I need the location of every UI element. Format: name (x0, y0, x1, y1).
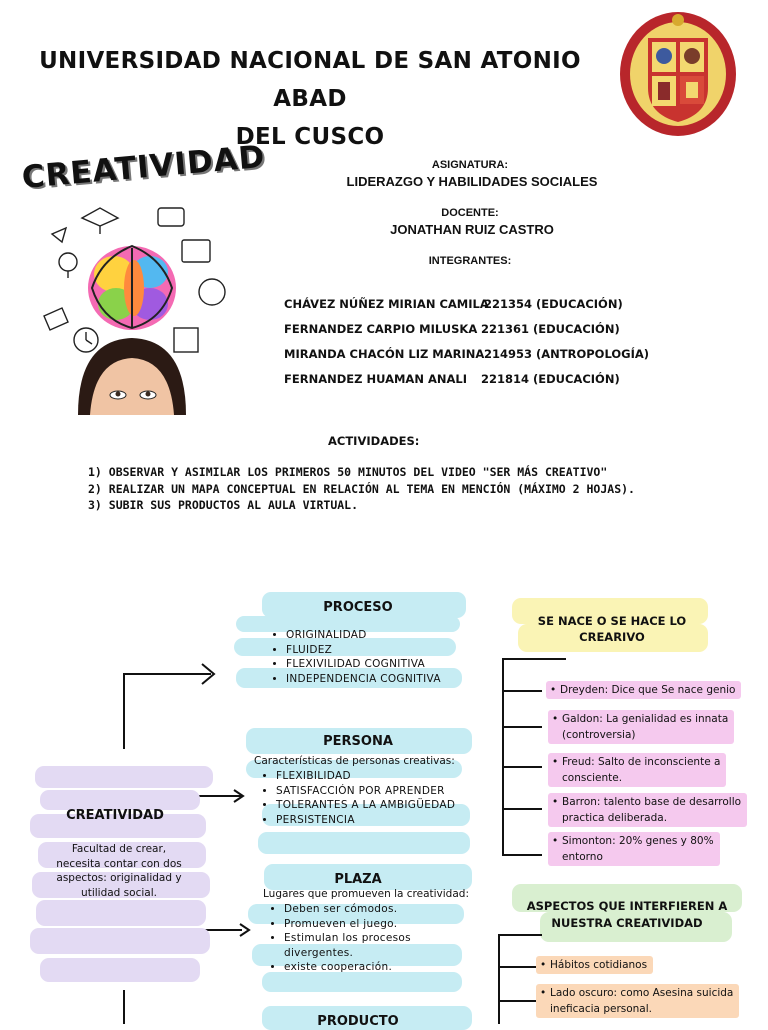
bracket-line (502, 690, 542, 692)
producto-title: PRODUCTO (317, 1014, 399, 1029)
plaza-intro: Lugares que promueven la creatividad: (263, 888, 469, 900)
arrow-head-icon (200, 662, 218, 691)
nace-item-line: consciente. (562, 772, 623, 784)
proceso-list (266, 628, 441, 686)
list-item: • INDEPENDENCIA COGNITIVA (286, 672, 441, 687)
member-code: 221354 (484, 297, 533, 311)
proceso-title: PROCESO (323, 600, 393, 615)
nace-item-line: (controversia) (562, 729, 636, 741)
list-item: • existe cooperación. (284, 960, 454, 975)
nace-item (548, 832, 720, 866)
connector-line (123, 673, 125, 749)
list-item: • SATISFACCIÓN POR APRENDER (276, 784, 455, 799)
member-name: FERNANDEZ HUAMAN ANALI (284, 372, 467, 386)
list-item: • FLUIDEZ (286, 643, 441, 658)
connector-line (123, 990, 125, 1024)
list-item: • TOLERANTES A LA AMBIGÜEDAD (276, 798, 455, 813)
nace-title-line1: SE NACE O SE HACE LO (537, 614, 687, 628)
arrow-head-icon (238, 922, 252, 943)
brush-stroke (40, 958, 200, 982)
nace-item-line: • Dreyden: Dice que Se nace genio (560, 684, 736, 696)
nace-item-line: • Galdon: La genialidad es innata (562, 713, 729, 725)
nace-item (548, 753, 726, 787)
bracket-line (498, 1000, 538, 1002)
member-career: (ANTROPOLOGÍA) (536, 347, 650, 361)
member-name: MIRANDA CHACÓN LIZ MARINA (284, 347, 485, 361)
nace-title-line2: CREARIVO (579, 630, 645, 644)
arrow-head-icon (232, 788, 246, 809)
aspectos-item (536, 984, 739, 1018)
aspectos-title (512, 898, 742, 932)
aspectos-item-line: • Lado oscuro: como Asesina suicida (550, 987, 734, 999)
nace-item-line: entorno (562, 851, 603, 863)
activities-label: ACTIVIDADES: (328, 434, 420, 448)
brush-stroke (30, 928, 210, 954)
aspectos-title-line1: ASPECTOS QUE INTERFIEREN A (526, 899, 728, 913)
nace-item (546, 681, 741, 699)
nace-item-line: • Freud: Salto de inconsciente a (562, 756, 721, 768)
teacher-label: DOCENTE: (441, 207, 499, 219)
bracket-line (502, 658, 566, 660)
brush-stroke (35, 766, 213, 788)
nace-item (548, 710, 734, 744)
aspectos-title-line2: NUESTRA CREATIVIDAD (551, 916, 703, 930)
nace-item-line: • Barron: talento base de desarrollo (562, 796, 742, 808)
creatividad-logo-title: CREATIVIDAD (20, 138, 267, 196)
subject-value: LIDERAZGO Y HABILIDADES SOCIALES (346, 174, 598, 189)
creativity-illustration (30, 200, 240, 415)
persona-title: PERSONA (323, 734, 393, 749)
university-title (30, 42, 590, 156)
map-center-text: Facultad de crear, necesita contar con dos aspectos: originalidad y utilidad social. (56, 843, 182, 899)
list-item: • ORIGINALIDAD (286, 628, 441, 643)
bracket-line (502, 726, 542, 728)
member-career: (EDUCACIÓN) (533, 322, 620, 336)
nace-item-line: • Simonton: 20% genes y 80% (562, 835, 714, 847)
plaza-list (264, 902, 454, 975)
university-seal (618, 10, 738, 138)
aspectos-item-line: ineficacia personal. (550, 1003, 652, 1015)
member-code: 214953 (484, 347, 533, 361)
nace-title (520, 613, 704, 645)
list-item: • FLEXIVILIDAD COGNITIVA (286, 657, 441, 672)
members-label: INTEGRANTES: (428, 255, 512, 267)
member-code: 221361 (481, 322, 530, 336)
nace-item (548, 793, 747, 827)
brush-stroke (40, 790, 200, 810)
plaza-title: PLAZA (334, 872, 382, 887)
teacher-value: JONATHAN RUIZ CASTRO (390, 222, 554, 237)
university-title-line2: DEL CUSCO (235, 124, 385, 150)
brush-stroke (262, 972, 462, 992)
connector-line (123, 673, 211, 675)
member-name: FERNANDEZ CARPIO MILUSKA (284, 322, 478, 336)
list-item: • FLEXIBILIDAD (276, 769, 455, 784)
persona-intro: Características de personas creativas: (254, 755, 455, 767)
brush-stroke (258, 832, 470, 854)
activity-item: 2) REALIZAR UN MAPA CONCEPTUAL EN RELACIÓN AL TEMA EN MENCIÓN (MÁXIMO 2 HOJAS). (88, 481, 635, 496)
bracket-line (498, 934, 500, 1024)
list-item: • PERSISTENCIA (276, 813, 455, 828)
activity-item: 1) OBSERVAR Y ASIMILAR LOS PRIMEROS 50 MINUTOS DEL VIDEO "SER MÁS CREATIVO" (88, 465, 608, 479)
bracket-line (502, 854, 542, 856)
member-career: (EDUCACIÓN) (536, 297, 623, 311)
subject-label: ASIGNATURA: (431, 159, 509, 171)
bracket-line (502, 766, 542, 768)
bracket-line (498, 966, 538, 968)
map-center-title: CREATIVIDAD (66, 808, 164, 823)
member-name: CHÁVEZ NÚÑEZ MIRIAN CAMILA (284, 297, 489, 311)
activities-list (88, 464, 748, 514)
bracket-line (498, 934, 542, 936)
list-item: • Promueven el juego. (284, 917, 454, 932)
activity-item: 3) SUBIR SUS PRODUCTOS AL AULA VIRTUAL. (88, 498, 359, 512)
member-career: (EDUCACIÓN) (533, 372, 620, 386)
aspectos-item-line: • Hábitos cotidianos (550, 959, 648, 971)
aspectos-item (536, 956, 653, 974)
list-item: • Estimulan los procesos divergentes. (284, 931, 454, 960)
brush-stroke (36, 900, 206, 926)
bracket-line (502, 808, 542, 810)
university-title-line1: UNIVERSIDAD NACIONAL DE SAN ATONIO ABAD (39, 48, 581, 112)
bracket-line (502, 658, 504, 856)
nace-item-line: practica deliberada. (562, 812, 668, 824)
persona-list (256, 769, 455, 827)
list-item: • Deben ser cómodos. (284, 902, 454, 917)
member-code: 221814 (481, 372, 530, 386)
